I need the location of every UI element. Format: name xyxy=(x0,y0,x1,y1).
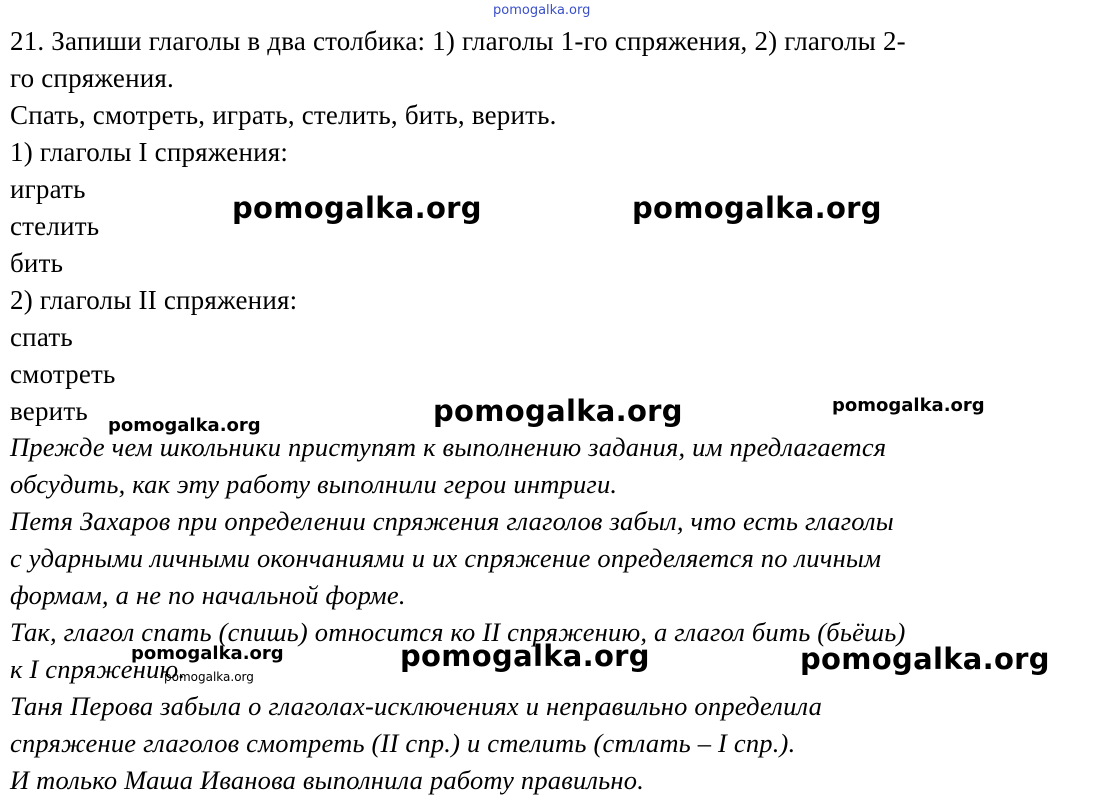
commentary-line: обсудить, как эту работу выполнили герои интриги. xyxy=(10,469,618,499)
group2-item: верить xyxy=(10,396,88,426)
commentary-line: Таня Перова забыла о глаголах-исключениях и неправильно определила xyxy=(10,691,823,721)
commentary-line: спряжение глаголов смотреть (II спр.) и стелить (стлать – I спр.). xyxy=(10,728,796,758)
top-watermark: pomogalka.org xyxy=(493,3,591,18)
watermark: pomogalka.org xyxy=(131,643,284,664)
group2-item: смотреть xyxy=(10,359,116,389)
commentary-line: формам, а не по начальной форме. xyxy=(10,580,406,610)
watermark: pomogalka.org xyxy=(800,642,1050,676)
task-line-1: 21. Запиши глаголы в два столбика: 1) глаголы 1-го спряжения, 2) глаголы 2- xyxy=(10,26,906,56)
commentary-line: к I спряжению. xyxy=(10,654,186,684)
group1-item: бить xyxy=(10,248,64,278)
watermark: pomogalka.org xyxy=(632,191,882,225)
watermark: pomogalka.org xyxy=(400,639,650,673)
group1-heading: 1) глаголы I спряжения: xyxy=(10,137,289,167)
watermark: pomogalka.org xyxy=(232,191,482,225)
group2-item: спать xyxy=(10,322,73,352)
group2-heading: 2) глаголы II спряжения: xyxy=(10,285,298,315)
watermark: pomogalka.org xyxy=(108,415,261,436)
group1-item: играть xyxy=(10,174,86,204)
commentary-line: с ударными личными окончаниями и их спряжение определяется по личным xyxy=(10,543,882,573)
watermark: pomogalka.org xyxy=(433,394,683,428)
task-line-2: го спряжения. xyxy=(10,63,174,93)
commentary-line: Петя Захаров при определении спряжения глаголов забыл, что есть глаголы xyxy=(10,506,894,536)
commentary-line: И только Маша Иванова выполнила работу правильно. xyxy=(10,765,645,795)
watermark: pomogalka.org xyxy=(832,395,985,416)
group1-item: стелить xyxy=(10,211,100,241)
commentary-line: Так, глагол спать (спишь) относится ко II спряжению, а глагол бить (бьёшь) xyxy=(10,617,906,647)
watermark: pomogalka.org xyxy=(164,670,254,684)
verbs-list-line: Спать, смотреть, играть, стелить, бить, верить. xyxy=(10,100,557,130)
commentary-line: Прежде чем школьники приступят к выполнению задания, им предлагается xyxy=(10,432,887,462)
